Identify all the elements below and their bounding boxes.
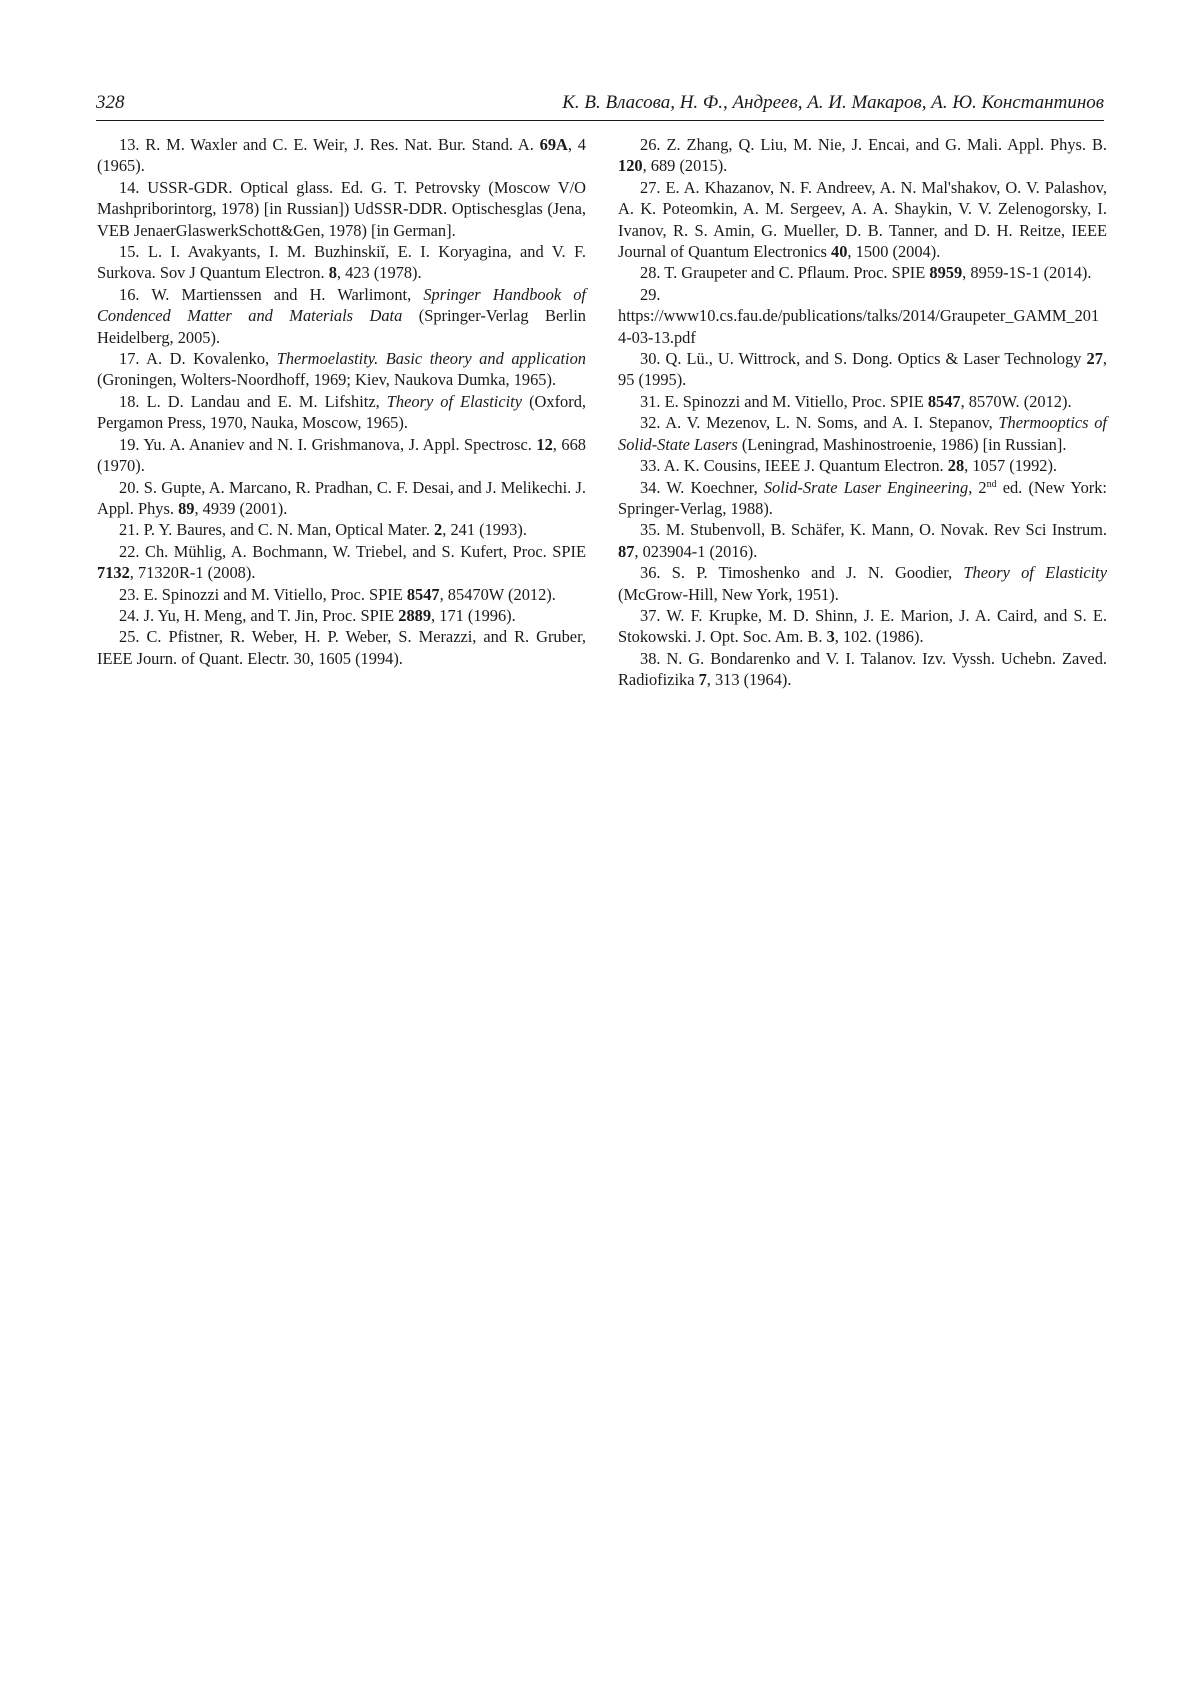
- reference-item: 14. USSR-GDR. Optical glass. Ed. G. T. Petrovsky (Moscow V/O Mashpriborintorg, 1978) [in Russian]) UdSSR-DDR. Optischesglas (Jena, VEB JenaerGlaswerkSchott&Gen, 1978) [in German].: [97, 177, 586, 240]
- reference-text: 2: [972, 477, 987, 497]
- reference-text: C. Pfistner, R. Weber, H. P. Weber, S. Merazzi, and R. Gruber, IEEE Journ. of Quant. Electr. 30, 1605 (1994).: [97, 627, 586, 668]
- reference-text: , 4939 (2001).: [194, 498, 288, 518]
- reference-item: 27. E. A. Khazanov, N. F. Andreev, A. N. Mal'shakov, O. V. Palashov, A. K. Poteomkin, A. M. Sergeev, A. A. Shaykin, V. V. Zelenogorsky, I. Ivanov, R. S. Amin, G. Mueller, D. B. Tanner, and D. H. Reitze, IEEE Journal of Quantum Electronics 40, 1500 (2004).: [618, 177, 1107, 262]
- reference-text: , 71320R-1 (2008).: [129, 563, 256, 583]
- reference-item: 19. Yu. A. Ananiev and N. I. Grishmanova, J. Appl. Spectrosc. 12, 668 (1970).: [97, 434, 586, 476]
- reference-title: Thermooptics of Solid-State Lasers: [618, 413, 1107, 454]
- reference-item: 38. N. G. Bondarenko and V. I. Talanov. Izv. Vyssh. Uchebn. Zaved. Radiofizika 7, 313 (1964).: [618, 648, 1107, 690]
- reference-volume: 120: [618, 156, 643, 176]
- reference-number: 22: [119, 541, 136, 561]
- reference-text: (Oxford, Pergamon Press, 1970, Nauka, Moscow, 1965).: [97, 391, 586, 433]
- reference-text: , 313 (1964).: [706, 670, 792, 690]
- reference-text: , 1500 (2004).: [847, 242, 941, 262]
- reference-text: , 668 (1970).: [97, 434, 586, 476]
- reference-item: 32. A. V. Mezenov, L. N. Soms, and A. I. Stepanov, Thermooptics of Solid-State Lasers (Leningrad, Mashinostroenie, 1986) [in Russian].: [618, 413, 1107, 454]
- reference-text: P. Y. Baures, and C. N. Man, Optical Mater.: [143, 520, 435, 540]
- reference-text: , 1057 (1992).: [964, 456, 1058, 476]
- reference-text: S. P. Timoshenko and J. N. Goodier,: [671, 563, 964, 583]
- reference-text: M. Stubenvoll, B. Schäfer, K. Mann, O. Novak. Rev Sci Instrum.: [665, 520, 1107, 540]
- reference-volume: 69A: [539, 135, 568, 154]
- reference-text: A. V. Mezenov, L. N. Soms, and A. I. Stepanov,: [665, 413, 999, 433]
- reference-number: 29: [640, 284, 657, 304]
- reference-text: A. K. Cousins, IEEE J. Quantum Electron.: [663, 456, 948, 476]
- reference-volume: 89: [178, 498, 195, 518]
- reference-text: https://www10.cs.fau.de/publications/talks/2014/Graupeter_GAMM_2014-03-13.pdf: [618, 306, 1100, 347]
- reference-item: 13. R. M. Waxler and C. E. Weir, J. Res. Nat. Bur. Stand. A. 69A, 4 (1965).: [97, 135, 586, 176]
- reference-text: , 689 (2015).: [642, 156, 728, 176]
- reference-text: ed. (New York: Springer-Verlag, 1988).: [618, 477, 1107, 518]
- reference-number: 26: [640, 135, 657, 154]
- reference-number: 38: [640, 648, 657, 668]
- reference-volume: 2889: [398, 605, 432, 625]
- reference-volume: 87: [618, 541, 635, 561]
- reference-text: Z. Zhang, Q. Liu, M. Nie, J. Encai, and G. Mali. Appl. Phys. B.: [666, 135, 1107, 154]
- reference-item: 35. M. Stubenvoll, B. Schäfer, K. Mann, O. Novak. Rev Sci Instrum. 87, 023904-1 (2016).: [618, 520, 1107, 561]
- reference-text: T. Graupeter and C. Pflaum. Proc. SPIE: [664, 263, 930, 283]
- reference-text: (McGrow-Hill, New York, 1951).: [618, 584, 839, 604]
- reference-number: 24: [119, 605, 136, 625]
- reference-text: , 241 (1993).: [442, 520, 527, 540]
- reference-number: 18: [119, 391, 136, 411]
- reference-text: , 85470W (2012).: [439, 584, 556, 604]
- reference-number: 31: [640, 391, 657, 411]
- reference-volume: 7: [698, 670, 707, 690]
- reference-number: 20: [119, 477, 136, 497]
- reference-number: 30: [640, 349, 657, 369]
- reference-number: 16: [119, 284, 136, 304]
- reference-volume: 27: [1086, 349, 1103, 369]
- reference-item: 36. S. P. Timoshenko and J. N. Goodier, Theory of Elasticity (McGrow-Hill, New York, 1951).: [618, 563, 1107, 604]
- reference-volume: 7132: [97, 563, 130, 583]
- reference-text: W. Martienssen and H. Warlimont,: [151, 284, 424, 304]
- reference-number: 36: [640, 563, 657, 583]
- reference-number: 19: [119, 434, 136, 454]
- reference-text: W. F. Krupke, M. D. Shinn, J. E. Marion, J. A. Caird, and S. E. Stokowski. J. Opt. Soc. Am. B.: [618, 605, 1107, 647]
- reference-text: A. D. Kovalenko,: [146, 349, 277, 369]
- reference-item: 31. E. Spinozzi and M. Vitiello, Proc. SPIE 8547, 8570W. (2012).: [640, 391, 1072, 411]
- reference-text: J. Yu, H. Meng, and T. Jin, Proc. SPIE: [143, 605, 399, 625]
- reference-number: 32: [640, 413, 657, 433]
- running-header-authors: К. В. Власова, Н. Ф., Андреев, А. И. Макаров, А. Ю. Константинов: [562, 92, 1104, 113]
- reference-text: N. G. Bondarenko and V. I. Talanov. Izv. Vyssh. Uchebn. Zaved. Radiofizika: [618, 648, 1107, 690]
- reference-item: 16. W. Martienssen and H. Warlimont, Springer Handbook of Condenced Matter and Materials Data (Springer-Verlag Berlin Heidelberg, 2005).: [97, 284, 586, 347]
- reference-text: Yu. A. Ananiev and N. I. Grishmanova, J. Appl. Spectrosc.: [143, 434, 537, 454]
- reference-text: , 8959-1S-1 (2014).: [962, 263, 1092, 283]
- reference-volume: 40: [831, 242, 848, 262]
- reference-item: 22. Ch. Mühlig, A. Bochmann, W. Triebel, and S. Kufert, Proc. SPIE 7132, 71320R-1 (2008).: [97, 541, 586, 583]
- reference-text: E. Spinozzi and M. Vitiello, Proc. SPIE: [143, 584, 407, 604]
- reference-number: 33: [640, 456, 657, 476]
- reference-item: 33. A. K. Cousins, IEEE J. Quantum Electron. 28, 1057 (1992).: [640, 456, 1058, 476]
- reference-text: R. M. Waxler and C. E. Weir, J. Res. Nat. Bur. Stand. A.: [145, 135, 540, 154]
- reference-text: , 171 (1996).: [431, 605, 516, 625]
- reference-number: 14: [119, 177, 136, 197]
- reference-item: 37. W. F. Krupke, M. D. Shinn, J. E. Marion, J. A. Caird, and S. E. Stokowski. J. Opt. Soc. Am. B. 3, 102. (1986).: [618, 605, 1107, 647]
- reference-text: , 8570W. (2012).: [960, 391, 1072, 411]
- reference-item: 21. P. Y. Baures, and C. N. Man, Optical Mater. 2, 241 (1993).: [119, 520, 527, 540]
- reference-text: (Groningen, Wolters-Noordhoff, 1969; Kiev, Naukova Dumka, 1965).: [97, 370, 557, 390]
- reference-text: W. Koechner,: [666, 477, 764, 497]
- reference-item: 25. C. Pfistner, R. Weber, H. P. Weber, S. Merazzi, and R. Gruber, IEEE Journ. of Quant. Electr. 30, 1605 (1994).: [97, 627, 586, 668]
- reference-title: Springer Handbook of Condenced Matter and Materials Data: [97, 284, 586, 326]
- reference-text: , 95 (1995).: [618, 349, 1107, 390]
- reference-text: L. D. Landau and E. M. Lifshitz,: [146, 391, 387, 411]
- reference-text: Ch. Mühlig, A. Bochmann, W. Triebel, and S. Kufert, Proc. SPIE: [145, 541, 586, 561]
- reference-text: (Springer-Verlag Berlin Heidelberg, 2005).: [97, 306, 586, 347]
- reference-volume: 8: [328, 263, 337, 283]
- reference-title: Theory of Elasticity: [963, 563, 1107, 583]
- reference-item: 23. E. Spinozzi and M. Vitiello, Proc. SPIE 8547, 85470W (2012).: [119, 584, 556, 604]
- references-right-column: [618, 134, 1107, 691]
- reference-item: 34. W. Koechner, Solid-Srate Laser Engineering, 2nd ed. (New York: Springer-Verlag, 1988).: [618, 477, 1107, 518]
- reference-number: 37: [640, 605, 657, 625]
- reference-item: 15. L. I. Avakyants, I. M. Buzhinskiĭ, E. I. Koryagina, and V. F. Surkova. Sov J Quantum Electron. 8, 423 (1978).: [97, 242, 586, 283]
- reference-text: , 102. (1986).: [834, 627, 924, 647]
- reference-title: Theory of Elasticity: [386, 391, 523, 411]
- reference-item: 24. J. Yu, H. Meng, and T. Jin, Proc. SPIE 2889, 171 (1996).: [119, 605, 516, 625]
- reference-number: 28: [640, 263, 657, 283]
- reference-item: 28. T. Graupeter and C. Pflaum. Proc. SPIE 8959, 8959-1S-1 (2014).: [640, 263, 1092, 283]
- reference-title: Thermoelastity. Basic theory and application: [276, 349, 586, 369]
- reference-text: , 023904-1 (2016).: [634, 541, 758, 561]
- reference-volume: 8547: [927, 391, 961, 411]
- references-left-column: [97, 134, 586, 669]
- reference-text: Q. Lü., U. Wittrock, and S. Dong. Optics & Laser Technology: [665, 349, 1087, 369]
- reference-number: 34: [640, 477, 657, 497]
- reference-text: (Leningrad, Mashinostroenie, 1986) [in Russian].: [737, 434, 1067, 454]
- reference-volume: 12: [536, 434, 553, 454]
- reference-number: 35: [640, 520, 657, 540]
- reference-text: , 4 (1965).: [97, 135, 586, 176]
- reference-number: 15: [119, 242, 136, 262]
- reference-volume: 8547: [406, 584, 440, 604]
- page-number: 328: [96, 92, 125, 113]
- reference-item: 20. S. Gupte, A. Marcano, R. Pradhan, C. F. Desai, and J. Melikechi. J. Appl. Phys. 89, 4939 (2001).: [97, 477, 587, 518]
- reference-number: 21: [119, 520, 136, 540]
- reference-volume: 3: [826, 627, 835, 647]
- reference-number: 25: [119, 627, 136, 647]
- running-header: [96, 90, 1104, 121]
- reference-item: 26. Z. Zhang, Q. Liu, M. Nie, J. Encai, and G. Mali. Appl. Phys. B. 120, 689 (2015).: [618, 135, 1107, 176]
- reference-item: 29. https://www10.cs.fau.de/publications/talks/2014/Graupeter_GAMM_2014-03-13.pdf: [618, 284, 1100, 347]
- reference-volume: 2: [434, 520, 443, 540]
- reference-title: Solid-Srate Laser Engineering,: [763, 477, 973, 497]
- reference-text: USSR-GDR. Optical glass. Ed. G. T. Petrovsky (Moscow V/O Mashpriborintorg, 1978) [in Russian]) UdSSR-DDR. Optischesglas (Jena, VEB JenaerGlaswerkSchott&Gen, 1978) [in German].: [97, 177, 586, 240]
- reference-number: 17: [119, 349, 136, 369]
- reference-number: 23: [119, 584, 136, 604]
- reference-number: 13: [119, 135, 136, 154]
- reference-item: 17. A. D. Kovalenko, Thermoelastity. Basic theory and application (Groningen, Wolters-Noordhoff, 1969; Kiev, Naukova Dumka, 1965).: [97, 349, 586, 390]
- reference-number: 27: [640, 177, 657, 197]
- reference-text: nd: [986, 478, 997, 490]
- reference-text: E. Spinozzi and M. Vitiello, Proc. SPIE: [664, 391, 928, 411]
- reference-text: , 423 (1978).: [336, 263, 422, 283]
- reference-text: L. I. Avakyants, I. M. Buzhinskiĭ, E. I. Koryagina, and V. F. Surkova. Sov J Quantum Electron.: [97, 242, 586, 283]
- reference-volume: 8959: [929, 263, 963, 283]
- reference-text: S. Gupte, A. Marcano, R. Pradhan, C. F. Desai, and J. Melikechi. J. Appl. Phys.: [97, 477, 587, 518]
- reference-item: 18. L. D. Landau and E. M. Lifshitz, Theory of Elasticity (Oxford, Pergamon Press, 1970, Nauka, Moscow, 1965).: [97, 391, 586, 433]
- reference-item: 30. Q. Lü., U. Wittrock, and S. Dong. Optics & Laser Technology 27, 95 (1995).: [618, 349, 1107, 390]
- reference-text: E. A. Khazanov, N. F. Andreev, A. N. Mal'shakov, O. V. Palashov, A. K. Poteomkin, A. M. Sergeev, A. A. Shaykin, V. V. Zelenogorsky, I. Ivanov, R. S. Amin, G. Mueller, D. B. Tanner, and D. H. Reitze, IEEE Journal of Quantum Electronics: [618, 177, 1107, 262]
- reference-volume: 28: [947, 456, 965, 476]
